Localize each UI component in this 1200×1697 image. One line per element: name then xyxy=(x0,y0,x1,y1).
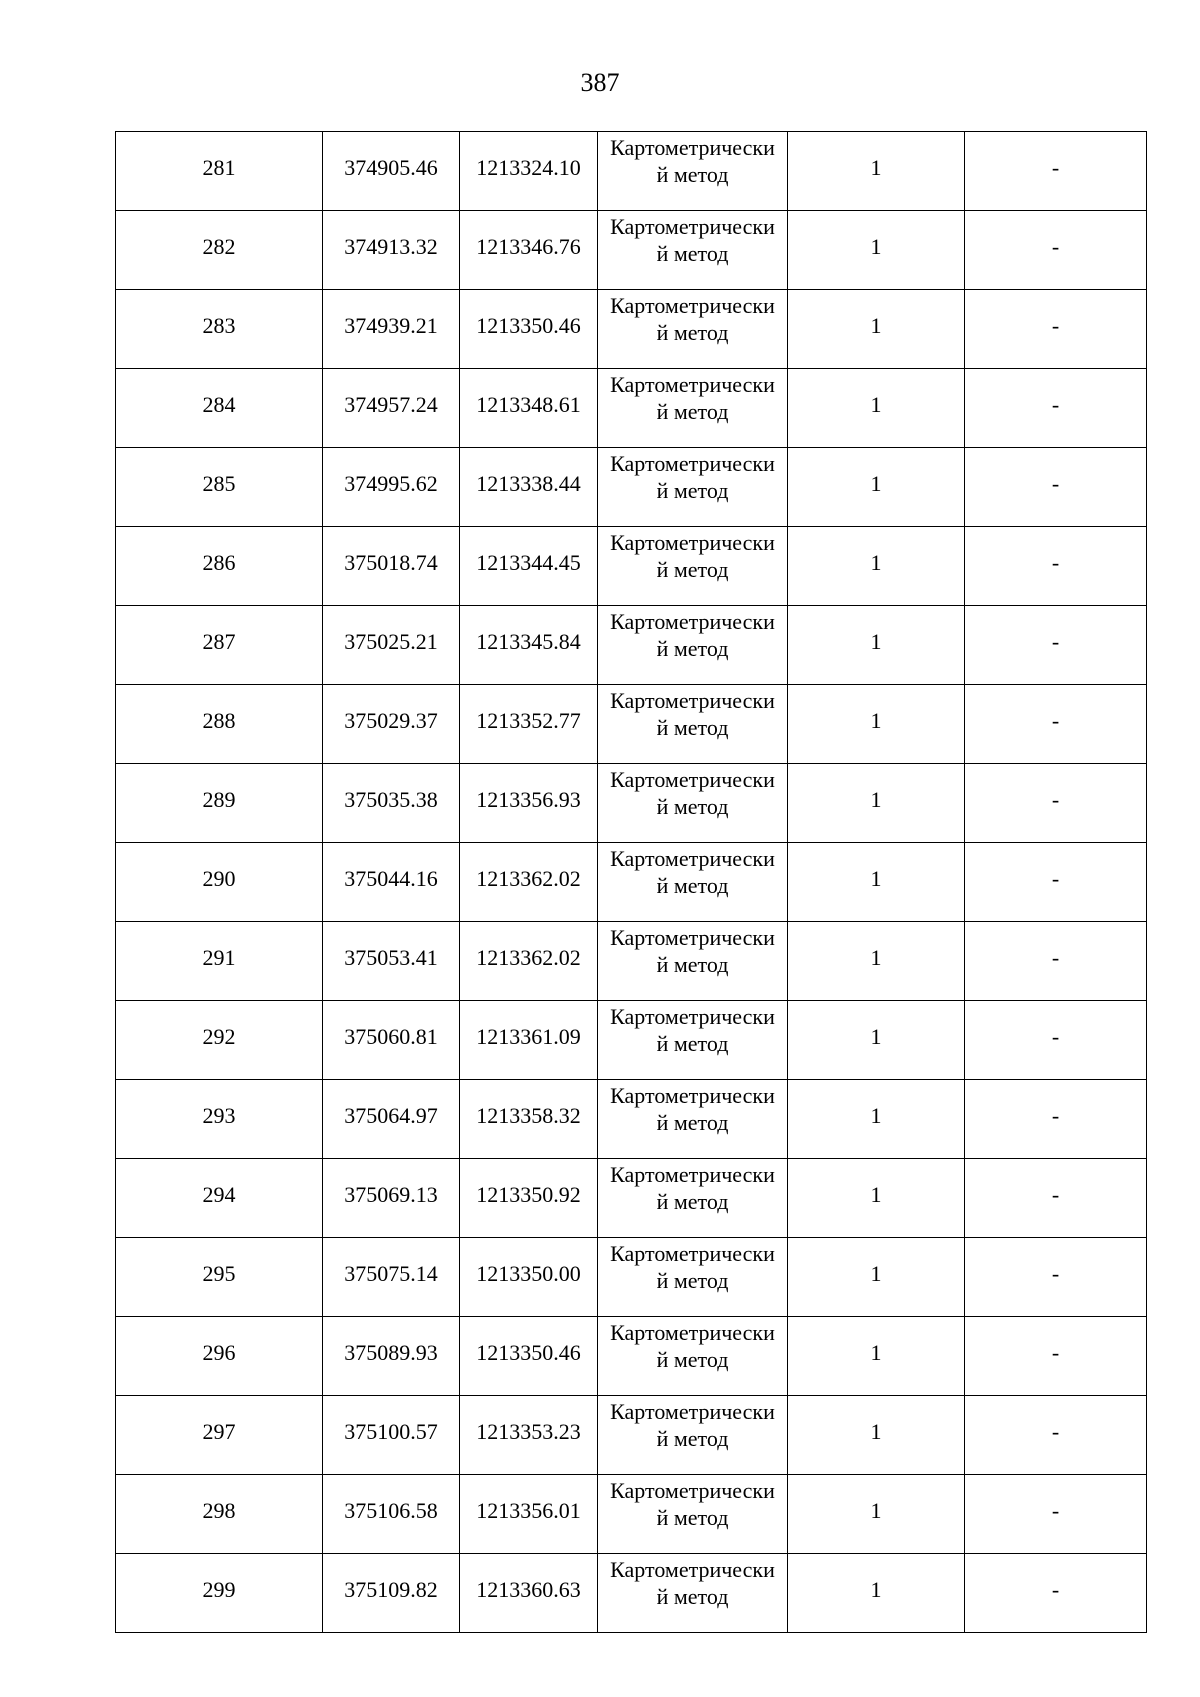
accuracy-cell: 1 xyxy=(788,843,965,922)
y-coordinate-cell: 1213344.45 xyxy=(460,527,598,606)
x-coordinate-cell: 375064.97 xyxy=(323,1080,460,1159)
x-coordinate-cell: 374957.24 xyxy=(323,369,460,448)
table-row xyxy=(116,290,1147,369)
point-number-cell: 293 xyxy=(116,1080,323,1159)
y-coordinate-cell: 1213346.76 xyxy=(460,211,598,290)
note-cell: - xyxy=(965,1554,1147,1633)
accuracy-cell: 1 xyxy=(788,1080,965,1159)
note-cell: - xyxy=(965,843,1147,922)
coordinates-table-body xyxy=(116,132,1147,1633)
y-coordinate-cell: 1213356.01 xyxy=(460,1475,598,1554)
accuracy-cell: 1 xyxy=(788,606,965,685)
accuracy-cell: 1 xyxy=(788,1475,965,1554)
note-cell: - xyxy=(965,1238,1147,1317)
note-cell: - xyxy=(965,685,1147,764)
accuracy-cell: 1 xyxy=(788,1396,965,1475)
method-cell: Картометрически й метод xyxy=(598,1554,788,1633)
x-coordinate-cell: 375044.16 xyxy=(323,843,460,922)
note-cell: - xyxy=(965,369,1147,448)
method-cell: Картометрически й метод xyxy=(598,1475,788,1554)
x-coordinate-cell: 375018.74 xyxy=(323,527,460,606)
accuracy-cell: 1 xyxy=(788,211,965,290)
method-cell: Картометрически й метод xyxy=(598,764,788,843)
accuracy-cell: 1 xyxy=(788,290,965,369)
accuracy-cell: 1 xyxy=(788,527,965,606)
y-coordinate-cell: 1213350.92 xyxy=(460,1159,598,1238)
point-number-cell: 299 xyxy=(116,1554,323,1633)
note-cell: - xyxy=(965,606,1147,685)
table-row xyxy=(116,1317,1147,1396)
accuracy-cell: 1 xyxy=(788,369,965,448)
table-row xyxy=(116,843,1147,922)
method-cell: Картометрически й метод xyxy=(598,606,788,685)
method-cell: Картометрически й метод xyxy=(598,843,788,922)
method-cell: Картометрически й метод xyxy=(598,369,788,448)
point-number-cell: 295 xyxy=(116,1238,323,1317)
x-coordinate-cell: 375069.13 xyxy=(323,1159,460,1238)
point-number-cell: 286 xyxy=(116,527,323,606)
method-cell: Картометрически й метод xyxy=(598,1080,788,1159)
y-coordinate-cell: 1213361.09 xyxy=(460,1001,598,1080)
x-coordinate-cell: 375029.37 xyxy=(323,685,460,764)
method-cell: Картометрически й метод xyxy=(598,132,788,211)
point-number-cell: 282 xyxy=(116,211,323,290)
y-coordinate-cell: 1213353.23 xyxy=(460,1396,598,1475)
accuracy-cell: 1 xyxy=(788,1001,965,1080)
x-coordinate-cell: 375089.93 xyxy=(323,1317,460,1396)
method-cell: Картометрически й метод xyxy=(598,211,788,290)
table-row xyxy=(116,1396,1147,1475)
table-row xyxy=(116,369,1147,448)
note-cell: - xyxy=(965,1159,1147,1238)
x-coordinate-cell: 374995.62 xyxy=(323,448,460,527)
note-cell: - xyxy=(965,1396,1147,1475)
method-cell: Картометрически й метод xyxy=(598,1396,788,1475)
table-row xyxy=(116,1475,1147,1554)
accuracy-cell: 1 xyxy=(788,1317,965,1396)
page-number: 387 xyxy=(580,68,620,97)
point-number-cell: 289 xyxy=(116,764,323,843)
note-cell: - xyxy=(965,132,1147,211)
note-cell: - xyxy=(965,527,1147,606)
table-row xyxy=(116,1080,1147,1159)
x-coordinate-cell: 375025.21 xyxy=(323,606,460,685)
x-coordinate-cell: 375075.14 xyxy=(323,1238,460,1317)
table-row xyxy=(116,211,1147,290)
note-cell: - xyxy=(965,1317,1147,1396)
y-coordinate-cell: 1213352.77 xyxy=(460,685,598,764)
point-number-cell: 283 xyxy=(116,290,323,369)
point-number-cell: 294 xyxy=(116,1159,323,1238)
point-number-cell: 285 xyxy=(116,448,323,527)
coordinates-table xyxy=(115,131,1147,1633)
x-coordinate-cell: 375106.58 xyxy=(323,1475,460,1554)
y-coordinate-cell: 1213350.46 xyxy=(460,1317,598,1396)
x-coordinate-cell: 375053.41 xyxy=(323,922,460,1001)
point-number-cell: 297 xyxy=(116,1396,323,1475)
y-coordinate-cell: 1213360.63 xyxy=(460,1554,598,1633)
point-number-cell: 284 xyxy=(116,369,323,448)
accuracy-cell: 1 xyxy=(788,1238,965,1317)
y-coordinate-cell: 1213362.02 xyxy=(460,922,598,1001)
table-row xyxy=(116,764,1147,843)
method-cell: Картометрически й метод xyxy=(598,290,788,369)
point-number-cell: 290 xyxy=(116,843,323,922)
accuracy-cell: 1 xyxy=(788,764,965,843)
y-coordinate-cell: 1213324.10 xyxy=(460,132,598,211)
table-row xyxy=(116,1001,1147,1080)
point-number-cell: 288 xyxy=(116,685,323,764)
table-row xyxy=(116,606,1147,685)
table-row xyxy=(116,685,1147,764)
x-coordinate-cell: 375109.82 xyxy=(323,1554,460,1633)
note-cell: - xyxy=(965,1475,1147,1554)
point-number-cell: 291 xyxy=(116,922,323,1001)
x-coordinate-cell: 374905.46 xyxy=(323,132,460,211)
method-cell: Картометрически й метод xyxy=(598,1001,788,1080)
method-cell: Картометрически й метод xyxy=(598,1159,788,1238)
x-coordinate-cell: 374913.32 xyxy=(323,211,460,290)
point-number-cell: 296 xyxy=(116,1317,323,1396)
y-coordinate-cell: 1213338.44 xyxy=(460,448,598,527)
accuracy-cell: 1 xyxy=(788,132,965,211)
note-cell: - xyxy=(965,922,1147,1001)
table-row xyxy=(116,1159,1147,1238)
x-coordinate-cell: 375100.57 xyxy=(323,1396,460,1475)
accuracy-cell: 1 xyxy=(788,1159,965,1238)
note-cell: - xyxy=(965,764,1147,843)
y-coordinate-cell: 1213362.02 xyxy=(460,843,598,922)
y-coordinate-cell: 1213350.00 xyxy=(460,1238,598,1317)
table-row xyxy=(116,448,1147,527)
y-coordinate-cell: 1213358.32 xyxy=(460,1080,598,1159)
method-cell: Картометрически й метод xyxy=(598,922,788,1001)
point-number-cell: 287 xyxy=(116,606,323,685)
method-cell: Картометрически й метод xyxy=(598,1317,788,1396)
accuracy-cell: 1 xyxy=(788,685,965,764)
method-cell: Картометрически й метод xyxy=(598,685,788,764)
accuracy-cell: 1 xyxy=(788,448,965,527)
point-number-cell: 298 xyxy=(116,1475,323,1554)
method-cell: Картометрически й метод xyxy=(598,448,788,527)
note-cell: - xyxy=(965,1001,1147,1080)
y-coordinate-cell: 1213350.46 xyxy=(460,290,598,369)
note-cell: - xyxy=(965,211,1147,290)
note-cell: - xyxy=(965,448,1147,527)
point-number-cell: 292 xyxy=(116,1001,323,1080)
table-row xyxy=(116,527,1147,606)
y-coordinate-cell: 1213356.93 xyxy=(460,764,598,843)
y-coordinate-cell: 1213348.61 xyxy=(460,369,598,448)
table-row xyxy=(116,132,1147,211)
x-coordinate-cell: 375060.81 xyxy=(323,1001,460,1080)
accuracy-cell: 1 xyxy=(788,922,965,1001)
x-coordinate-cell: 375035.38 xyxy=(323,764,460,843)
x-coordinate-cell: 374939.21 xyxy=(323,290,460,369)
method-cell: Картометрически й метод xyxy=(598,527,788,606)
y-coordinate-cell: 1213345.84 xyxy=(460,606,598,685)
note-cell: - xyxy=(965,1080,1147,1159)
note-cell: - xyxy=(965,290,1147,369)
point-number-cell: 281 xyxy=(116,132,323,211)
method-cell: Картометрически й метод xyxy=(598,1238,788,1317)
table-row xyxy=(116,922,1147,1001)
table-row xyxy=(116,1554,1147,1633)
accuracy-cell: 1 xyxy=(788,1554,965,1633)
table-row xyxy=(116,1238,1147,1317)
